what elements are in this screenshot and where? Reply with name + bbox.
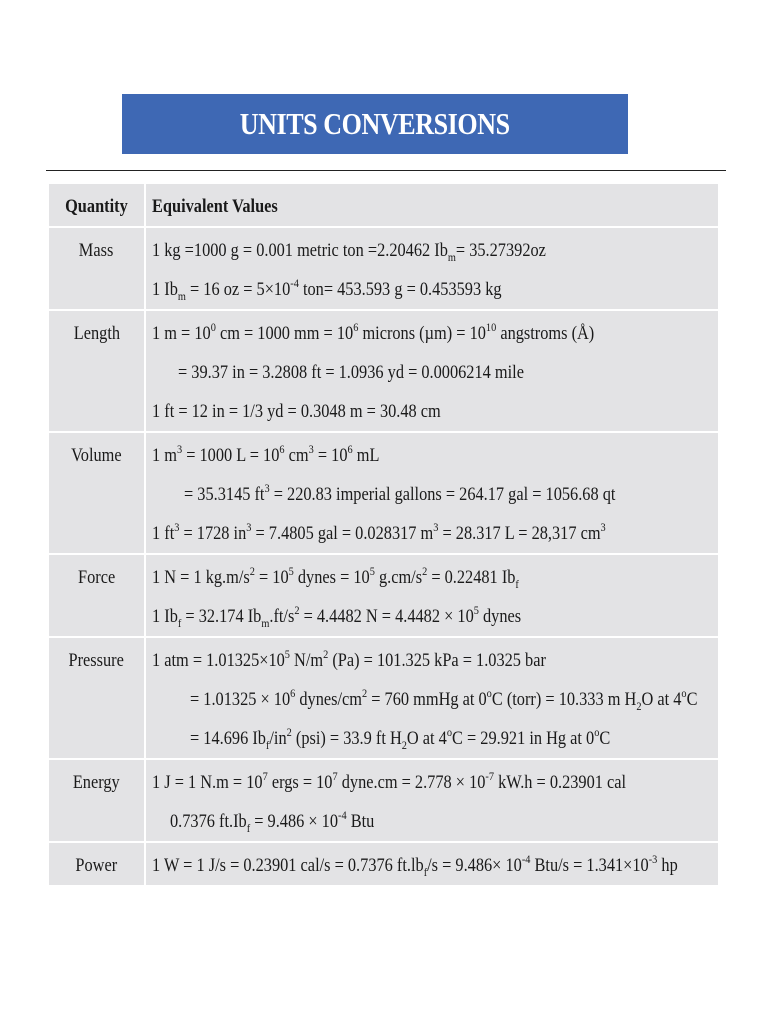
table-row-power [48, 842, 719, 886]
values-cell [145, 432, 719, 554]
table-row-volume [48, 432, 719, 554]
quantity-cell [48, 554, 145, 637]
table-row-energy [48, 759, 719, 842]
values-cell [145, 842, 719, 886]
value-line: 1 $Ib_m = 16$ oz = $5\times 10^{-4}$ ton= 453.593 g = 0.453593 kg [152, 276, 502, 303]
divider [46, 170, 726, 171]
quantity-label: Energy [73, 772, 120, 793]
table-row-mass [48, 227, 719, 310]
value-line: = 14.696 $Ib_f/in^2$ (psi) = 33.9 ft $H_2O$ at $4^oC = 29.921$ in Hg at 0$^o$C [190, 725, 611, 752]
table-header-row [48, 183, 719, 227]
quantity-cell [48, 432, 145, 554]
value-line: = 35.3145 $ft^3 = 220.83$ imperial gallons = 264.17 gal = 1056.68 qt [184, 481, 616, 505]
value-line: 1 $ft^3 = 1728$ $in^3 = 7.4805$ gal = 0.028317 $m^3 = 28.317$ L = 28,317 $cm^3$ [152, 520, 606, 544]
page-title: UNITS CONVERSIONS [240, 106, 510, 141]
quantity-label: Length [73, 323, 120, 344]
value-line: 0.7376 $ft.Ib_f = 9.486 \times 10^{-4}$ Btu [170, 808, 375, 835]
values-cell [145, 554, 719, 637]
values-cell [145, 310, 719, 432]
quantity-cell [48, 637, 145, 759]
value-line: 1 kg =1000 g = 0.001 metric ton =2.20462 $Ib_m= 35.27392oz$ [152, 240, 546, 264]
title-banner [122, 94, 628, 154]
quantity-label: Volume [71, 445, 122, 466]
values-cell [145, 759, 719, 842]
quantity-cell [48, 759, 145, 842]
value-line: 1 $m^3 = 1000$ $L = 10^6$ $cm^3 = 10^6$ mL [152, 442, 380, 466]
conversion-table-container [47, 182, 720, 887]
quantity-label: Pressure [68, 650, 125, 671]
quantity-cell [48, 227, 145, 310]
value-line: = 39.37 in = 3.2808 ft = 1.0936 yd = 0.0006214 mile [178, 362, 524, 383]
table-row-length [48, 310, 719, 432]
value-line: = $1.01325 \times 10^6$ dynes/$cm^2 = 760$ mmHg at 0$^o$C (torr) = 10.333 m $H_2O$ at 4$^o$C [190, 686, 698, 713]
value-line: 1 $m = 10^0$ cm = 1000 mm = $10^6$ microns $(\mu m) = 10^{10}$ angstroms (Å) [152, 320, 595, 344]
quantity-cell [48, 842, 145, 886]
value-line: 1 $Ib_f = 32.174$ $Ib_m.ft/s^2 = 4.4482$ $N = 4.4482 \times 10^5$ dynes [152, 603, 522, 630]
quantity-label: Mass [79, 240, 114, 261]
value-line: 1 ft = 12 in = 1/3 yd = 0.3048 m = 30.48 cm [152, 401, 441, 422]
header-quantity: Quantity [48, 183, 145, 227]
table-row-pressure [48, 637, 719, 759]
value-line: 1 W = 1 J/s = 0.23901 cal/s = 0.7376 $ft.lb_f/s = 9.486\times 10^{-4}$ $Btu/s = 1.341\times 10^{-3}$ hp [152, 852, 678, 879]
value-line: 1 N = 1 $kg.m/s^2 = 10^5$ dynes = $10^5$ $g.cm/s^2 = 0.22481$ $Ib_f$ [152, 564, 519, 591]
quantity-label: Force [77, 567, 116, 588]
value-line: 1 J = 1 $N.m = 10^7$ ergs = $10^7$ dyne.cm = $2.778 \times 10^{-7}$ kW.h = 0.23901 cal [152, 769, 627, 793]
quantity-cell [48, 310, 145, 432]
values-cell [145, 227, 719, 310]
value-line: 1 atm = $1.01325\times 10^5$ $N/m^2$ (Pa) = 101.325 kPa = 1.0325 bar [152, 647, 546, 671]
values-cell [145, 637, 719, 759]
conversion-table [47, 182, 720, 887]
header-values: Equivalent Values [145, 183, 719, 227]
table-row-force [48, 554, 719, 637]
quantity-label: Power [75, 855, 118, 876]
